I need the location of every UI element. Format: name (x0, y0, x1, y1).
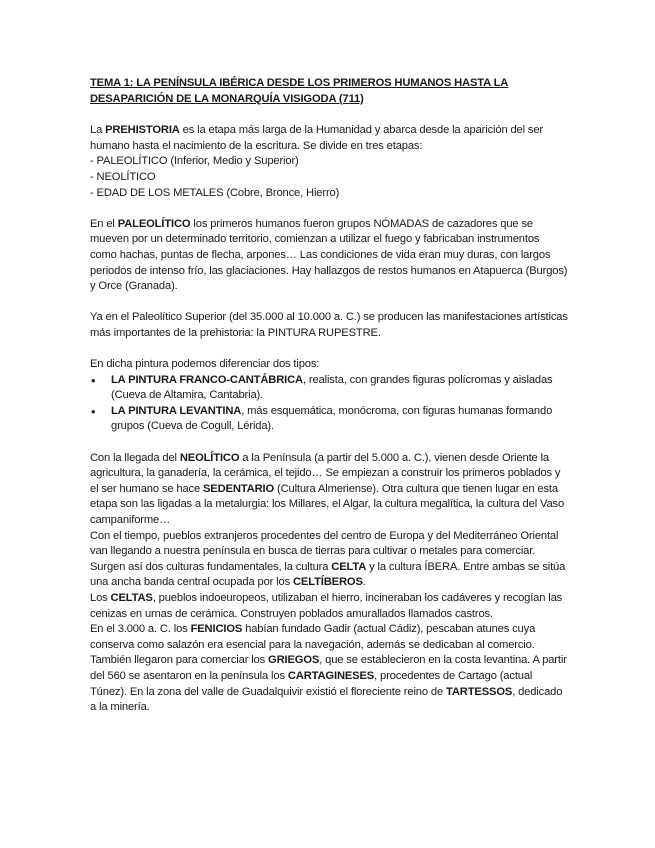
text-run: , más esquemática, monócroma, con figuras humanas formando grupos (Cueva de Cogull, Lérida). (111, 404, 553, 433)
paragraph-pintura-intro: En dicha pintura podemos diferenciar dos tipos: (90, 358, 320, 371)
list-item: - PALEOLÍTICO (Inferior, Medio y Superior) (90, 155, 299, 168)
text-run: En el (90, 217, 118, 230)
list-item: - NEOLÍTICO (90, 170, 156, 183)
text-run: Con el tiempo, pueblos extranjeros procedentes del centro de Europa y del Mediterráneo Oriental van llegando a nuestra península en busca de tierras para cultivar o metales para comerciar. Surgen así dos culturas fundamentales, la cultura (90, 529, 559, 573)
text-run: La (90, 124, 106, 137)
paragraph-paleolitico-superior: Ya en el Paleolítico Superior (del 35.000 al 10.000 a. C.) se producen las manifestaciones artísticas más importantes de la prehistoria: la PINTURA RUPESTRE. (90, 311, 568, 339)
text-run: a la Península (a partir del 5.000 a. C.), vienen desde Oriente la agricultura, la ganadería, la cerámica, el tejido… Se empiezan a construir los primeros poblados y el ser humano se hace (90, 451, 561, 495)
text-run: habían fundado Gadir (actual Cádiz), pescaban atunes cuya conserva como salazón era esencial para la navegación, además se dedicaban al comercio. También llegaron para comerciar los (90, 623, 536, 667)
text-run: y la cultura ÍBERA. Entre ambas se sitúa una ancha banda central ocupada por los (90, 560, 566, 589)
term-celtiberos: CELTÍBEROS (293, 576, 363, 589)
term-neolitico: NEOLÍTICO (179, 451, 240, 464)
text-run: Con la llegada del (90, 451, 180, 464)
term-sedentario: SEDENTARIO (203, 482, 275, 495)
pintura-bullet-list (90, 373, 568, 435)
paragraph-celtas (90, 591, 568, 622)
paragraph-pueblos (90, 529, 568, 591)
text-run: , pueblos indoeuropeos, utilizaban el hierro, incineraban los cadáveres y recogían las cenizas en urnas de cerámica. Construyen poblados amurallados llamados castros. (90, 592, 563, 620)
term-celtas: CELTAS (110, 592, 153, 604)
term-franco-cantabrica: LA PINTURA FRANCO-CANTÁBRICA (111, 373, 303, 386)
text-run: , procedentes de Cartago (actual Túnez). En la zona del valle de Guadalquivir existió el floreciente reino de (90, 669, 533, 698)
paragraph-paleolitico (90, 217, 568, 295)
term-prehistoria: PREHISTORIA (105, 124, 180, 137)
paragraph-neolitico (90, 451, 568, 529)
text-run: , que se establecieron en la costa levantina. A partir del 560 se asentaron en la península los (90, 654, 567, 682)
text-run: , realista, con grandes figuras polícromas y aisladas (Cueva de Altamira, Cantabria). (111, 373, 553, 402)
text-run: los primeros humanos fueron grupos NÓMADAS de cazadores que se mueven por un determinado territorio, comienzan a utilizar el fuego y fabricaban instrumentos como hachas, puntas de flecha, arpones… Las condiciones de vida eran muy duras, con largos periodos de intenso frío, las glaciaciones. Hay hallazgos de restos humanos en Atapuerca (Burgos) y Orce (Granada). (90, 217, 568, 293)
term-levantina: LA PINTURA LEVANTINA (111, 404, 242, 417)
term-fenicios: FENICIOS (190, 623, 243, 636)
paragraph-colonizaciones (90, 622, 568, 716)
bullet-item (90, 373, 568, 404)
list-item: - EDAD DE LOS METALES (Cobre, Bronce, Hierro) (90, 186, 340, 199)
bullet-item (90, 404, 568, 435)
text-run: . (362, 576, 366, 589)
text-run: (Cultura Almeriense). Otra cultura que tienen lugar en esta etapa son las ligadas a la metalurgia: los Millares, el Algar, la cultura megalítica, la cultura del Vaso campaniforme… (90, 482, 565, 527)
document-body (90, 76, 568, 716)
term-paleolitico: PALEOLÍTICO (117, 217, 191, 230)
text-run: Los (90, 592, 111, 604)
term-cartagineses: CARTAGINESES (287, 669, 375, 682)
document-title: TEMA 1: LA PENÍNSULA IBÉRICA DESDE LOS PRIMEROS HUMANOS HASTA LA DESAPARICIÓN DE LA MONARQUÍA VISIGODA (711) (90, 77, 509, 105)
paragraph-prehistoria (90, 123, 568, 154)
text-run: , dedicado a la minería. (90, 685, 563, 714)
text-run: es la etapa más larga de la Humanidad y abarca desde la aparición del ser humano hasta el nacimiento de la escritura. Se divide en tres etapas: (90, 124, 544, 152)
term-celta: CELTA (331, 560, 367, 573)
text-run: En el 3.000 a. C. los (90, 623, 191, 636)
term-tartessos: TARTESSOS (445, 685, 513, 698)
term-griegos: GRIEGOS (268, 654, 320, 667)
